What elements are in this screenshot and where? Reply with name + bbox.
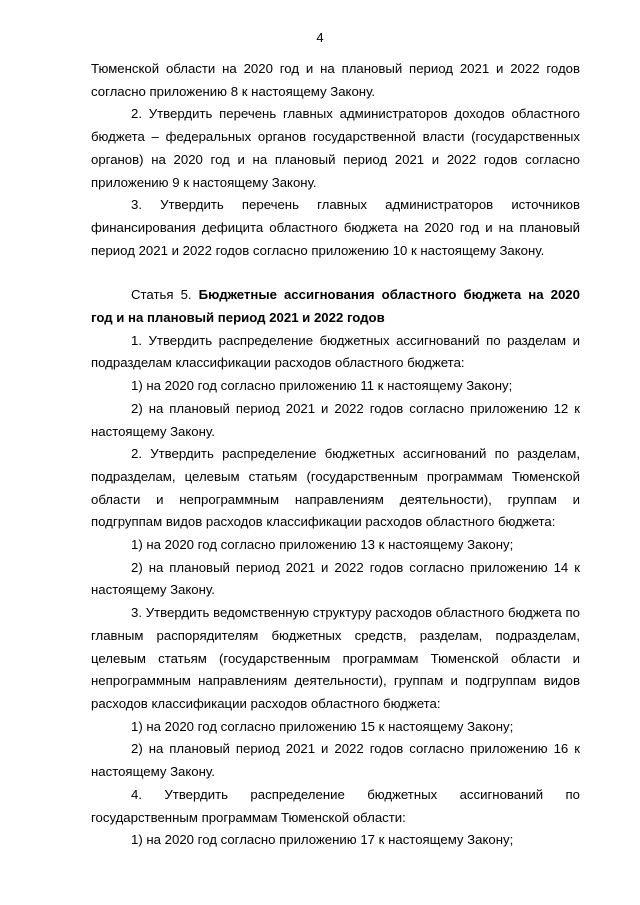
article-title: Бюджетные ассигнования областного бюджета на 2020 год и на плановый период 2021 и 2022 годов [91, 287, 580, 326]
article-paragraph-4: 4. Утвердить распределение бюджетных ассигнований по государственным программам Тюменской области: [91, 786, 580, 825]
paragraph-item-2: 2. Утвердить перечень главных администраторов доходов областного бюджета – федеральных органов государственной власти (государственных органов) на 2020 год и на плановый период 2021 и 2022 годов согласно приложению 9 к настоящему Закону. [91, 106, 580, 190]
article-subitem-3-2: 2) на плановый период 2021 и 2022 годов согласно приложению 16 к настоящему Закону. [91, 741, 580, 780]
article-subitem-4-1: 1) на 2020 год согласно приложению 17 к настоящему Закону; [131, 832, 514, 848]
article-paragraph-1: 1. Утвердить распределение бюджетных ассигнований по разделам и подразделам классификации расходов областного бюджета: [91, 332, 580, 371]
article-subitem-3-1: 1) на 2020 год согласно приложению 15 к настоящему Закону; [131, 718, 514, 734]
paragraph-continuation: Тюменской области на 2020 год и на плановый период 2021 и 2022 годов согласно приложению 8 к настоящему Закону. [91, 61, 580, 99]
document-body [91, 58, 580, 852]
article-heading [91, 284, 580, 329]
article-subitem-2-1: 1) на 2020 год согласно приложению 13 к настоящему Закону; [131, 537, 514, 553]
article-paragraph-2: 2. Утвердить распределение бюджетных ассигнований по разделам, подразделам, целевым статьям (государственным программам Тюменской области и непрограммным направлениям деятельности), группам и подгруппам видов расходов классификации расходов областного бюджета: [91, 446, 580, 530]
article-label: Статья 5. [131, 287, 192, 303]
page-number: 4 [316, 30, 324, 45]
article-subitem-2-2: 2) на плановый период 2021 и 2022 годов согласно приложению 14 к настоящему Закону. [91, 559, 580, 598]
article-paragraph-3: 3. Утвердить ведомственную структуру расходов областного бюджета по главным распорядителям бюджетных средств, разделам, подразделам, целевым статьям (государственным программам Тюменской области и непрограммным направлениям деятельности), группам и подгруппам видов расходов классификации расходов областного бюджета: [91, 605, 580, 711]
article-subitem-1-2: 2) на плановый период 2021 и 2022 годов согласно приложению 12 к настоящему Закону. [91, 400, 580, 439]
paragraph-item-3: 3. Утвердить перечень главных администраторов источников финансирования дефицита областного бюджета на 2020 год и на плановый период 2021 и 2022 годов согласно приложению 10 к настоящему Закону. [91, 197, 580, 258]
article-subitem-1-1: 1) на 2020 год согласно приложению 11 к настоящему Закону; [131, 378, 513, 394]
